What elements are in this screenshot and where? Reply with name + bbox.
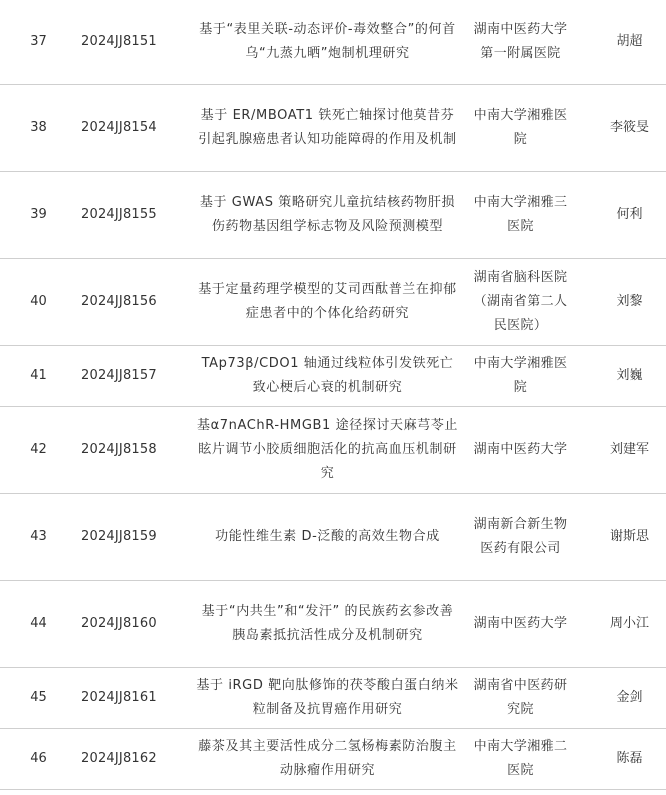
row-number: 38 bbox=[0, 85, 77, 172]
project-code: 2024JJ8160 bbox=[77, 581, 191, 668]
row-number: 40 bbox=[0, 259, 77, 346]
organization: 中南大学湘雅医院 bbox=[464, 346, 577, 407]
table-row bbox=[0, 729, 666, 790]
project-code: 2024JJ8155 bbox=[77, 172, 191, 259]
project-title: 基于 iRGD 靶向肽修饰的茯苓酸白蛋白纳米粒制备及抗胃癌作用研究 bbox=[191, 668, 464, 729]
organization: 湖南中医药大学第一附属医院 bbox=[464, 0, 577, 85]
project-title: 基α7nAChR-HMGB1 途径探讨天麻芎苓止眩片调节小胶质细胞活化的抗高血压机制研究 bbox=[191, 407, 464, 494]
table-row bbox=[0, 494, 666, 581]
organization: 湖南中医药大学 bbox=[464, 407, 577, 494]
table-row bbox=[0, 668, 666, 729]
principal-investigator: 刘黎 bbox=[577, 259, 666, 346]
project-code: 2024JJ8157 bbox=[77, 346, 191, 407]
row-number: 42 bbox=[0, 407, 77, 494]
organization: 湖南新合新生物医药有限公司 bbox=[464, 494, 577, 581]
organization: 湖南中医药大学 bbox=[464, 581, 577, 668]
principal-investigator: 李筱旻 bbox=[577, 85, 666, 172]
project-code: 2024JJ8156 bbox=[77, 259, 191, 346]
project-title: 基于 ER/MBOAT1 铁死亡轴探讨他莫昔芬引起乳腺癌患者认知功能障碍的作用及机制 bbox=[191, 85, 464, 172]
project-code: 2024JJ8158 bbox=[77, 407, 191, 494]
project-title: 基于 GWAS 策略研究儿童抗结核药物肝损伤药物基因组学标志物及风险预测模型 bbox=[191, 172, 464, 259]
principal-investigator: 谢斯思 bbox=[577, 494, 666, 581]
project-code: 2024JJ8159 bbox=[77, 494, 191, 581]
principal-investigator: 何利 bbox=[577, 172, 666, 259]
project-title: 功能性维生素 D-泛酸的高效生物合成 bbox=[191, 494, 464, 581]
row-number: 41 bbox=[0, 346, 77, 407]
table-row bbox=[0, 407, 666, 494]
row-number: 39 bbox=[0, 172, 77, 259]
project-code: 2024JJ8154 bbox=[77, 85, 191, 172]
principal-investigator: 陈磊 bbox=[577, 729, 666, 790]
project-title: 基于“内共生”和“发汗” 的民族药玄参改善胰岛素抵抗活性成分及机制研究 bbox=[191, 581, 464, 668]
table-row bbox=[0, 0, 666, 85]
project-code: 2024JJ8162 bbox=[77, 729, 191, 790]
project-title: 基于“表里关联-动态评价-毒效整合”的何首乌“九蒸九晒”炮制机理研究 bbox=[191, 0, 464, 85]
row-number: 43 bbox=[0, 494, 77, 581]
table-row bbox=[0, 346, 666, 407]
project-title: TAp73β/CDO1 轴通过线粒体引发铁死亡致心梗后心衰的机制研究 bbox=[191, 346, 464, 407]
project-code: 2024JJ8161 bbox=[77, 668, 191, 729]
principal-investigator: 胡超 bbox=[577, 0, 666, 85]
organization: 中南大学湘雅二医院 bbox=[464, 729, 577, 790]
table-row bbox=[0, 581, 666, 668]
project-code: 2024JJ8151 bbox=[77, 0, 191, 85]
principal-investigator: 刘巍 bbox=[577, 346, 666, 407]
principal-investigator: 周小江 bbox=[577, 581, 666, 668]
principal-investigator: 金剑 bbox=[577, 668, 666, 729]
row-number: 44 bbox=[0, 581, 77, 668]
row-number: 45 bbox=[0, 668, 77, 729]
row-number: 46 bbox=[0, 729, 77, 790]
principal-investigator: 刘建军 bbox=[577, 407, 666, 494]
organization: 湖南省脑科医院（湖南省第二人民医院） bbox=[464, 259, 577, 346]
organization: 中南大学湘雅医院 bbox=[464, 85, 577, 172]
row-number: 37 bbox=[0, 0, 77, 85]
organization: 湖南省中医药研究院 bbox=[464, 668, 577, 729]
project-title: 基于定量药理学模型的艾司西酞普兰在抑郁症患者中的个体化给药研究 bbox=[191, 259, 464, 346]
table-row bbox=[0, 85, 666, 172]
table-row bbox=[0, 172, 666, 259]
project-title: 藤茶及其主要活性成分二氢杨梅素防治腹主动脉瘤作用研究 bbox=[191, 729, 464, 790]
table-row bbox=[0, 259, 666, 346]
organization: 中南大学湘雅三医院 bbox=[464, 172, 577, 259]
